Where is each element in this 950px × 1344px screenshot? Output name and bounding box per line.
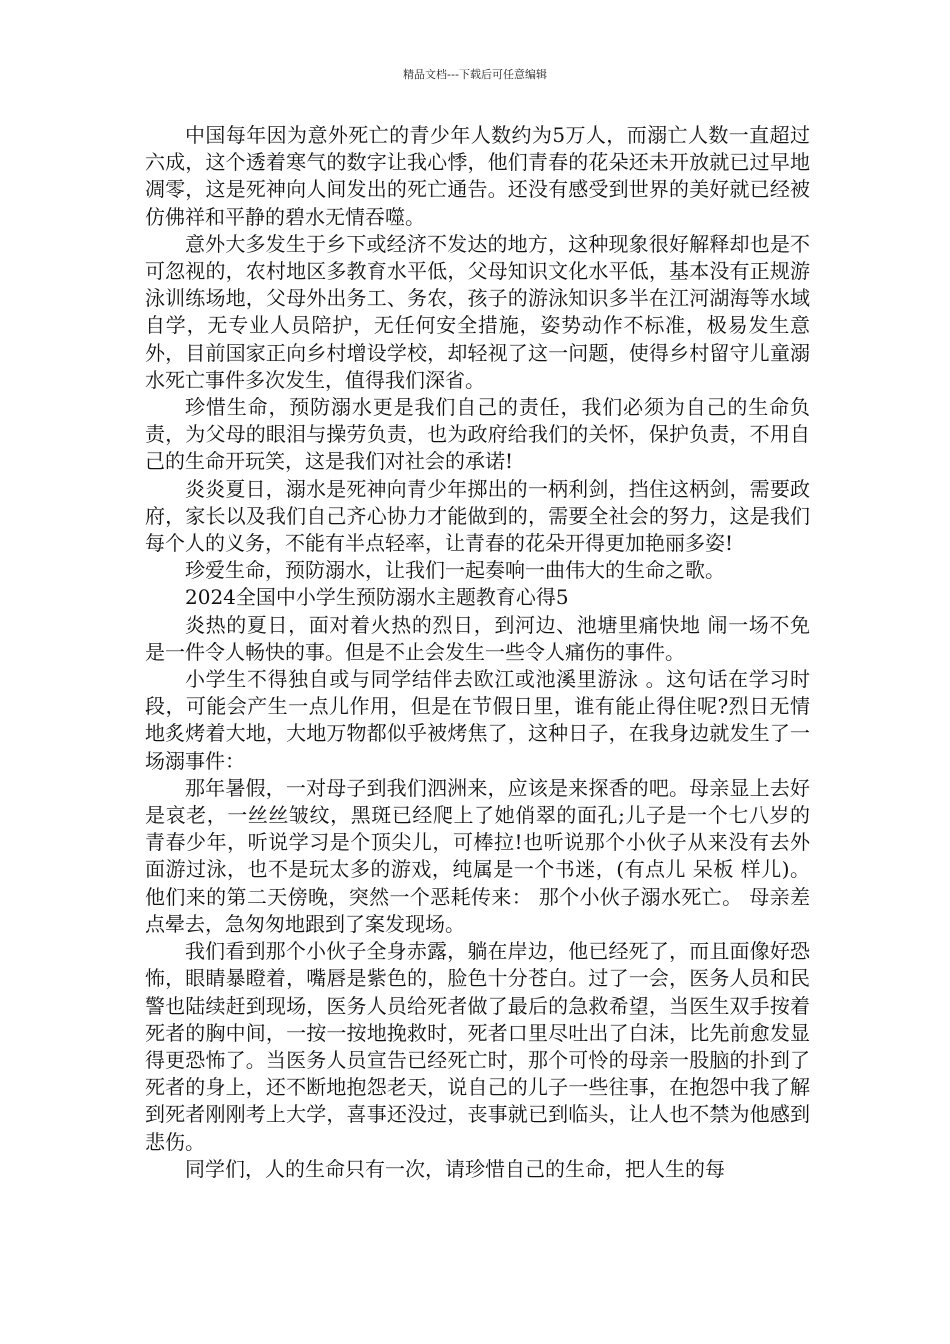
paragraph-6: 炎热的夏日，面对着火热的烈日，到河边、池塘里痛快地 闹一场不免是一件令人畅快的事。但是不止会发生一些令人痛伤的事件。 (145, 612, 810, 664)
paragraph-2: 意外大多发生于乡下或经济不发达的地方，这种现象很好解释却也是不可忽视的，农村地区多教育水平低，父母知识文化水平低，基本没有正规游泳训练场地，父母外出务工、务农，孩子的游泳知识多半在江河湖海等水域自学，无专业人员陪护，无任何安全措施，姿势动作不标准，极易发生意外，目前国家正向乡村增设学校，却轻视了这一问题，使得乡村留守儿童溺水死亡事件多次发生，值得我们深省。 (145, 231, 810, 392)
paragraph-10: 同学们，人的生命只有一次，请珍惜自己的生命，把人生的每 (185, 1156, 725, 1181)
paragraph-1: 中国每年因为意外死亡的青少年人数约为5万人，而溺亡人数一直超过六成，这个透着寒气的数字让我心悸，他们青春的花朵还未开放就已过早地凋零，这是死神向人间发出的死亡通告。还没有感受到世界的美好就已经被仿佛祥和平静的碧水无情吞噬。 (145, 123, 810, 229)
paragraph-3: 珍惜生命，预防溺水更是我们自己的责任，我们必须为自己的生命负责，为父母的眼泪与操劳负责，也为政府给我们的关怀，保护负责，不用自己的生命开玩笑，这是我们对社会的承诺! (145, 395, 810, 474)
paragraph-9: 我们看到那个小伙子全身赤露，躺在岸边，他已经死了，而且面像好恐怖，眼睛暴瞪着，嘴唇是紫色的，脸色十分苍白。过了一会，医务人员和民警也陆续赶到现场，医务人员给死者做了最后的急救希望，当医生双手按着死者的胸中间，一按一按地挽救时，死者口里尽吐出了白沫，比先前愈发显得更恐怖了。当医务人员宣告已经死亡时，那个可怜的母亲一股脑的扑到了死者的身上，还不断地抱怨老天，说自己的儿子一些往事，在抱怨中我了解到死者刚刚考上大学，喜事还没过，丧事就已到临头，让人也不禁为他感到悲伤。 (145, 939, 810, 1154)
paragraph-5: 珍爱生命，预防溺水，让我们一起奏响一曲伟大的生命之歌。 (185, 558, 725, 583)
paragraph-7: 小学生不得独自或与同学结伴去欧江或池溪里游泳 。这句话在学习时段，可能会产生一点儿作用，但是在节假日里，谁有能止得住呢?烈日无情地炙烤着大地，大地万物都似乎被烤焦了，这种日子，在我身边就发生了一场溺事件： (145, 667, 810, 773)
section-heading: 2024全国中小学生预防溺水主题教育心得5 (185, 585, 569, 610)
page-header: 精品文档---下载后可任意编辑 (403, 68, 547, 81)
paragraph-4: 炎炎夏日，溺水是死神向青少年掷出的一柄利剑，挡住这柄剑，需要政府，家长以及我们自己齐心协力才能做到的，需要全社会的努力，这是我们每个人的义务，不能有半点轻率，让青春的花朵开得更加艳丽多姿! (145, 476, 810, 556)
paragraph-8: 那年暑假，一对母子到我们泗洲来，应该是来探香的吧。母亲显上去好是哀老，一丝丝皱纹，黑斑已经爬上了她俏翠的面孔;儿子是一个七八岁的青春少年，听说学习是个顶尖儿，可棒拉!也听说那个小伙子从来没有去外面游过泳，也不是玩太多的游戏，纯属是一个书迷，(有点儿 呆板 样儿)。他们来的第二天傍晚，突然一个恶耗传来： 那个小伙子溺水死亡。 母亲差点晕去，急匆匆地跟到了案发现场。 (145, 775, 810, 936)
document-body (145, 122, 810, 1183)
